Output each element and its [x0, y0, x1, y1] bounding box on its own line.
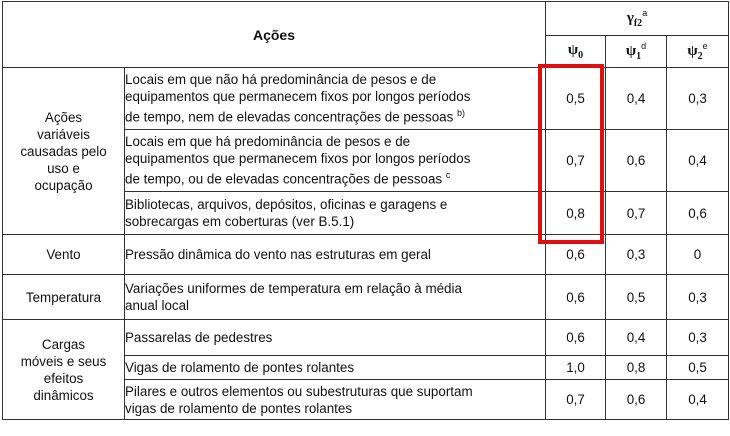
psi2-note: e	[702, 41, 708, 51]
desc-line-text: de tempo, ou de elevadas concentrações de pessoas	[125, 171, 443, 187]
psi0-value: 1,0	[546, 356, 606, 380]
psi1-value: 0,7	[606, 192, 667, 235]
psi2-value: 0,3	[667, 68, 729, 130]
psi2-value: 0,3	[667, 320, 729, 356]
psi0-value: 0,6	[546, 320, 606, 356]
psi1-value: 0,8	[606, 356, 667, 380]
desc-line: Bibliotecas, arquivos, depósitos, oficinas e garagens e	[125, 197, 448, 212]
desc-line-text: de tempo, nem de elevadas concentrações de pessoas	[125, 109, 454, 125]
group-label-line: causadas pelo	[20, 143, 107, 159]
desc-line: Locais em que há predominância de pesos e de	[125, 134, 411, 150]
desc-line	[125, 167, 545, 187]
desc-line: Pilares e outros elementos ou subestruturas que suportam	[125, 383, 473, 399]
psi1-value: 0,5	[606, 275, 667, 320]
psi2-symbol: ψ	[687, 43, 698, 59]
group-label-line: móveis e seus	[20, 353, 107, 369]
footnote-mark: c	[445, 170, 451, 181]
psi0-header	[546, 36, 606, 68]
desc-line: Pressão dinâmica do vento nas estruturas em geral	[125, 247, 431, 262]
group-label-uso-ocupacao	[3, 68, 125, 235]
group-label-line: Vento	[46, 247, 81, 262]
desc-line: equipamentos que permanecem fixos por longos períodos	[125, 89, 471, 105]
group-label-temperatura	[3, 275, 125, 320]
psi0-value: 0,8	[546, 192, 606, 235]
psi2-subscript: 2	[697, 51, 703, 62]
psi1-value: 0,4	[606, 68, 667, 130]
table-row	[3, 275, 729, 320]
row-description	[125, 235, 546, 275]
psi2-value: 0,4	[667, 130, 729, 192]
desc-line: Passarelas de pedestres	[125, 330, 273, 345]
psi0-subscript: 0	[578, 50, 584, 61]
psi0-value: 0,7	[546, 130, 606, 192]
group-label-line: ocupação	[34, 177, 93, 193]
group-label-line: dinâmicos	[33, 387, 94, 403]
psi1-value: 0,6	[606, 130, 667, 192]
desc-line: Variações uniformes de temperatura em relação à média	[125, 281, 462, 296]
desc-line: equipamentos que permanecem fixos por longos períodos	[125, 151, 471, 167]
psi1-note: d	[641, 41, 647, 51]
desc-line: anual local	[125, 298, 190, 313]
row-description	[125, 320, 546, 356]
desc-line: Vigas de rolamento de pontes rolantes	[125, 360, 355, 375]
group-label-line: uso e	[47, 160, 80, 176]
psi2-header	[667, 36, 729, 68]
gamma-subscript: f2	[633, 18, 643, 29]
gamma-f2-header	[546, 2, 729, 36]
psi2-value: 0,4	[667, 380, 729, 420]
psi1-value: 0,4	[606, 320, 667, 356]
footnote-mark: b)	[457, 108, 466, 119]
psi1-symbol: ψ	[625, 43, 637, 59]
psi0-value: 0,5	[546, 68, 606, 130]
psi2-value: 0,3	[667, 275, 729, 320]
table-row	[3, 235, 729, 275]
psi1-subscript: 1	[636, 51, 642, 62]
psi0-value: 0,6	[546, 275, 606, 320]
psi1-value: 0,6	[606, 380, 667, 420]
psi1-value: 0,3	[606, 235, 667, 275]
psi0-value: 0,6	[546, 235, 606, 275]
row-description	[125, 356, 546, 380]
gamma-note: a	[642, 8, 648, 18]
group-label-cargas-moveis	[3, 320, 125, 420]
row-description	[125, 68, 546, 130]
group-label-line: Ações	[44, 109, 83, 125]
psi0-symbol: ψ	[567, 42, 579, 58]
table-row	[3, 320, 729, 356]
psi1-header	[606, 36, 667, 68]
desc-line	[125, 105, 545, 125]
gamma-symbol: γ	[626, 10, 634, 26]
row-description	[125, 275, 546, 320]
group-label-vento	[3, 235, 125, 275]
combination-factors-table	[2, 1, 729, 420]
group-label-line: Cargas	[41, 336, 86, 352]
psi2-value: 0	[667, 235, 729, 275]
row-description	[125, 380, 546, 420]
desc-line: Locais em que não há predominância de pesos e de	[125, 72, 437, 88]
row-description	[125, 192, 546, 235]
acoes-header: Ações	[3, 2, 546, 68]
group-label-line: variáveis	[37, 126, 90, 142]
row-description	[125, 130, 546, 192]
group-label-line: Temperatura	[25, 289, 102, 305]
desc-line: vigas de rolamento de pontes rolantes	[125, 400, 353, 416]
psi2-value: 0,6	[667, 192, 729, 235]
desc-line: sobrecargas em coberturas (ver B.5.1)	[125, 214, 355, 229]
psi0-value: 0,7	[546, 380, 606, 420]
group-label-line: efeitos	[43, 370, 84, 386]
table-row	[3, 68, 729, 130]
psi2-value: 0,5	[667, 356, 729, 380]
